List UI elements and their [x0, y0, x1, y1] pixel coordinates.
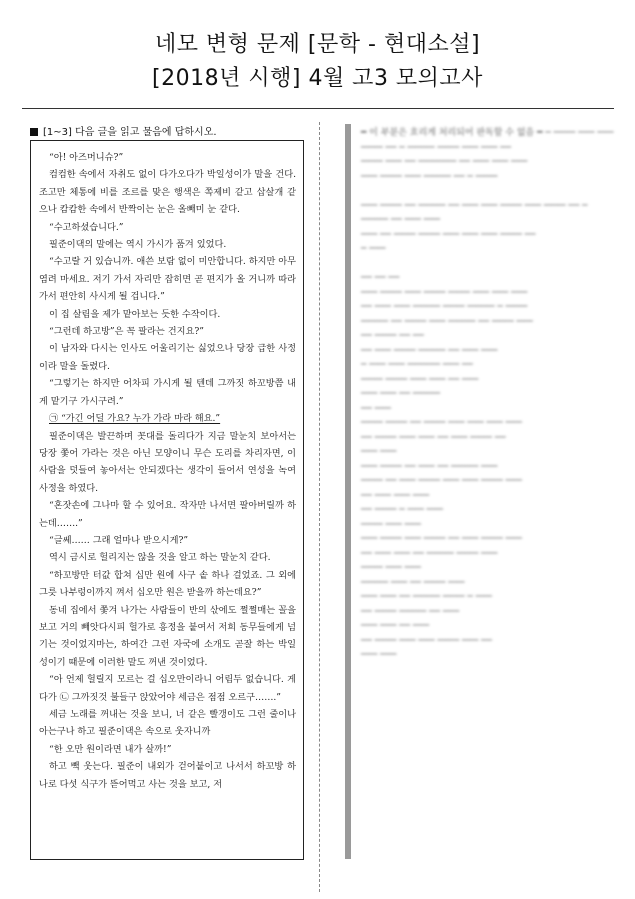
- passage-paragraph: 이 남자와 다시는 인사도 어울리기는 싫었으나 당장 급한 사정이라 말을 돌렸다.: [39, 343, 296, 372]
- passage-paragraph: “그런데 하고방”은 꼭 팔라는 건지요?”: [49, 326, 204, 338]
- blurred-text-block: ━ 이 부분은 흐리게 처리되어 판독할 수 없음 ━ ─ ──── ─── ─── ──── ── ─ ───── ──── ─── ─── ── ──── ─── ── ─────── ── ─── ─── ─── ─── ──── ─── ───── ── ─ ──── ─── ──── ── ───── ── ─── ─── ──── ─── ──── ── ─ ───── ── ─── ─── ─── ── ──── ──── ─── ─── ─── ──── ── ─ ─── ── ── ── ─── ──── ─── ──── ──── ─── ─── ─── ── ─── ─── ───── ──── ───── ─ ──── ───── ── ──── ─── ───── ── ──── ─── ── ──── ── ── ── ─── ──── ───── ── ─── ─── ─ ─── ─── ────── ─── ── ──── ──── ─── ─── ── ─── ─── ─── ── ───── ── ─── ──── ──── ── ──── ─── ─── ─── ─── ── ──── ─── ─── ── ─── ──── ── ─── ─── ─── ──── ── ─── ── ───── ─── ──── ── ─── ──── ─── ─── ──── ─── ── ─── ─── ─── ── ──── ─ ─── ─── ──── ─── ─── ─── ──── ─── ──── ── ─── ──── ─── ── ─── ─── ── ───── ──── ─── ──── ─── ─── ───── ─── ── ──── ─── ─── ─── ── ───── ──── ─ ─── ── ──── ───── ── ─── ─── ─── ── ─── ── ──── ─── ─── ──── ─── ── ─── ───: [361, 128, 614, 660]
- passage-paragraph: “한 오만 원이라면 내가 살까!”: [49, 743, 172, 755]
- passage-paragraph-underlined-b: “아 언제 헐릴지 모르는 걸 십오만이라니 어림두 없습니다. 게다가 ㉡ 그까짓것 불들구 앉았어야 세금은 점점 오르구…….”: [39, 674, 296, 703]
- header-divider: [22, 108, 614, 109]
- passage-paragraph: “아! 아즈머니슈?”: [49, 152, 124, 163]
- passage-paragraph: “그렇기는 하지만 어차피 가시게 될 텐데 그까짓 하꼬방쯤 내게 맡기구 가시구려.”: [39, 378, 296, 407]
- passage-paragraph: 세금 노래를 꺼내는 것을 보니, 너 같은 빨갱이도 그런 줄이나 아는구나 하고 필준이댁은 속으로 웃자니까: [39, 709, 296, 738]
- blurred-questions-column: [345, 124, 617, 864]
- title-line-1: 네모 변형 문제 [문학 - 현대소설]: [154, 32, 481, 57]
- passage-paragraph: “수고하셨습니다.”: [49, 221, 124, 233]
- passage-paragraph: 필준이댁은 발끈하며 꼿대를 돌리다가 지금 말눈치 보아서는 당장 쫓어 가라는 것은 아닌 모양이니 무슨 도리를 차리자면, 이 사람을 덧들여 놓아서는 안되겠다는 생각이 들어서 연성을 녹여 사정을 하였다.: [39, 430, 296, 494]
- passage-paragraph: 하고 빽 웃는다. 필준이 내외가 걷어붙이고 나서서 하꼬방 하나로 다섯 식구가 뜯어먹고 사는 것을 보고, 저: [39, 761, 296, 790]
- passage-paragraph: “혼잣손에 그나마 할 수 있어요. 작자만 나서면 팔아버릴까 하는데…….”: [39, 500, 296, 529]
- story-passage-box: [30, 140, 304, 860]
- passage-paragraph: 이 집 살림을 제가 맡아보는 듯한 수작이다.: [49, 308, 221, 320]
- instruction-text: [1~3] 다음 글을 읽고 물음에 답하시오.: [43, 127, 217, 138]
- square-bullet-icon: [30, 128, 38, 136]
- passage-paragraph: 컴컴한 속에서 자취도 없이 다가오다가 박일성이가 말을 건다. 조고만 체통에 비를 조르를 맞은 행색은 쪽제비 같고 삽살개 같으나 캄캄한 속에서 반짝이는 눈은 올빼미 눈 같다.: [39, 169, 296, 216]
- passage-paragraph: “글쎄…… 그래 얼마나 받으시게?”: [49, 534, 189, 546]
- passage-paragraph: “수고랄 거 있습니까. 애쓴 보람 없이 미안합니다. 하지만 아무 염려 마세요. 저기 가서 자리만 잡히면 곧 편지가 올 거니까 따라가서 편안히 사시게 될 겁니다.”: [39, 256, 296, 303]
- left-margin-bar: [345, 124, 351, 859]
- passage-paragraph: 역시 금시로 헐리지는 않을 것을 알고 하는 말눈치 같다.: [49, 552, 271, 564]
- passage-paragraph: “하꼬방만 터값 합쳐 십만 원에 사구 솥 하나 걸었죠. 그 외에 그릇 나부렁이까지 껴서 십오만 원은 받을까 하는데요?”: [39, 569, 296, 599]
- question-instruction: [30, 123, 217, 138]
- document-title: [0, 28, 635, 96]
- passage-paragraph: 동네 집에서 쫓겨 나가는 사람들이 반의 삯에도 쩔쩔매는 꼴을 보고 거의 빼앗다시피 헐가로 흥정을 붙여서 저희 동무들에게 넘기는 것이었지마는, 하여간 그런 자국에 소개도 곧잘 하는 박일성이기 때문에 이러한 말도 꺼낸 것이었다.: [39, 604, 296, 668]
- column-divider: [319, 122, 320, 892]
- passage-paragraph-underlined-a: ㉠ “가긴 어딜 가요? 누가 가라 마라 해요.”: [49, 413, 221, 425]
- passage-paragraph: 필준이댁의 말에는 역시 가시가 품겨 있었다.: [49, 239, 227, 251]
- title-line-2: [2018년 시행] 4월 고3 모의고사: [152, 66, 483, 91]
